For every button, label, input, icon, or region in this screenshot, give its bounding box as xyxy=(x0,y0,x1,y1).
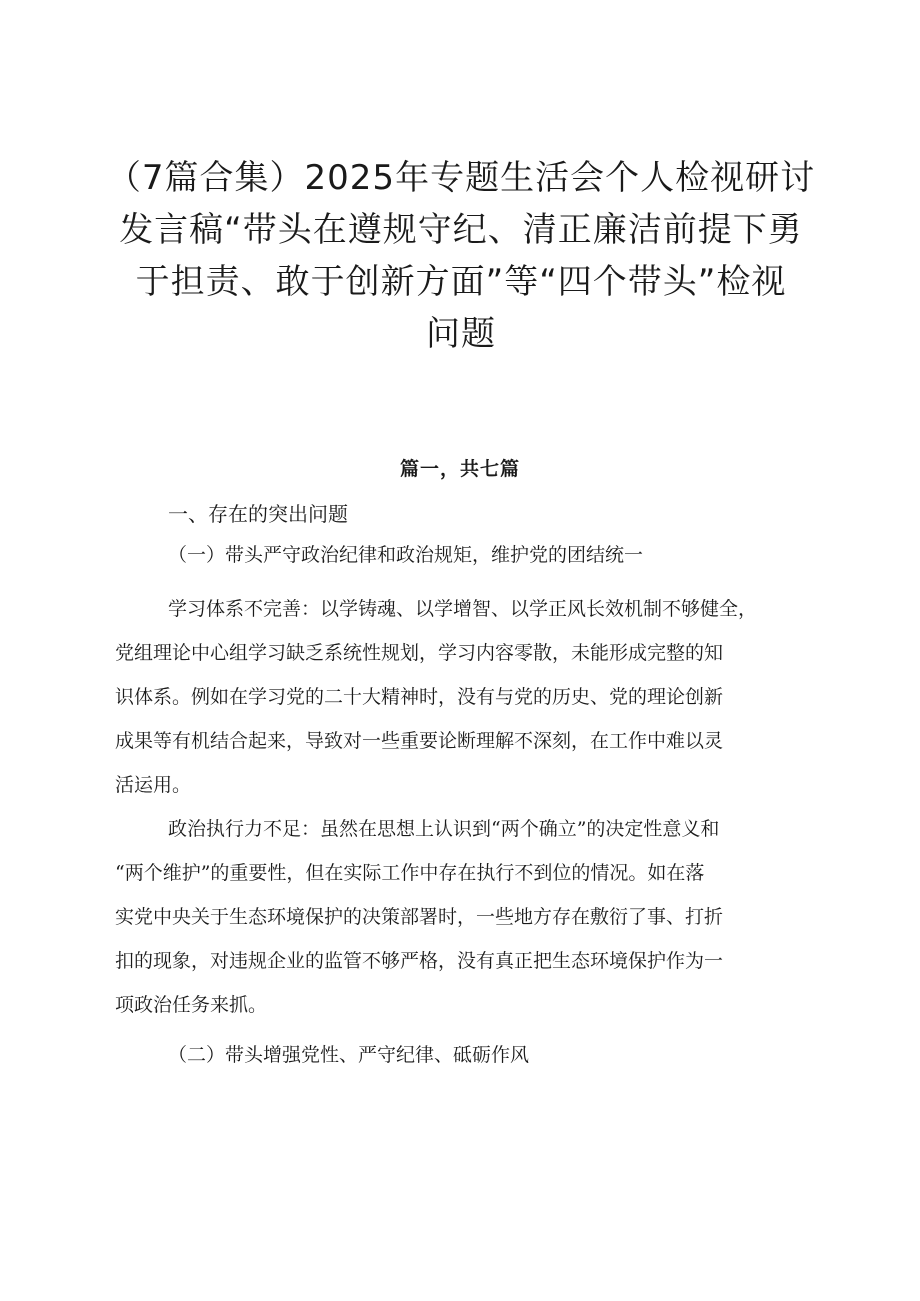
paragraph-line: 扣的现象，对违规企业的监管不够严格，没有真正把生态环境保护作为一 xyxy=(115,950,724,972)
section-heading: 一、存在的突出问题 xyxy=(168,502,348,526)
part-label: 篇一，共七篇 xyxy=(399,458,520,480)
paragraph-line: 识体系。例如在学习党的二十大精神时，没有与党的历史、党的理论创新 xyxy=(115,686,724,708)
title-line: 发言稿“带头在遵规守纪、清正廉洁前提下勇 xyxy=(119,210,803,250)
subsection-heading: （一）带头严守政治纪律和政治规矩，维护党的团结统一 xyxy=(168,544,644,566)
paragraph-line: 学习体系不完善：以学铸魂、以学增智、以学正风长效机制不够健全， xyxy=(168,598,758,620)
paragraph xyxy=(115,587,815,807)
title-line: 于担责、敢于创新方面”等“四个带头”检视 xyxy=(135,262,787,302)
paragraph xyxy=(115,807,815,1027)
paragraph-line: 成果等有机结合起来，导致对一些重要论断理解不深刻，在工作中难以灵 xyxy=(115,730,724,752)
paragraph-line: “两个维护”的重要性，但在实际工作中存在执行不到位的情况。如在落 xyxy=(115,862,705,884)
paragraph-line: 活运用。 xyxy=(115,774,192,796)
paragraph-line: 政治执行力不足：虽然在思想上认识到“两个确立”的决定性意义和 xyxy=(168,818,720,840)
paragraph-line: 党组理论中心组学习缺乏系统性规划，学习内容零散，未能形成完整的知 xyxy=(115,642,724,664)
title-line: （7篇合集）2025年专题生活会个人检视研讨 xyxy=(106,158,816,198)
subsection-heading: （二）带头增强党性、严守纪律、砥砺作风 xyxy=(168,1044,530,1066)
paragraph-line: 实党中央关于生态环境保护的决策部署时，一些地方存在敷衍了事、打折 xyxy=(115,906,724,928)
document-title xyxy=(105,152,817,360)
paragraph-line: 项政治任务来抓。 xyxy=(115,994,268,1016)
title-line: 问题 xyxy=(426,314,496,354)
